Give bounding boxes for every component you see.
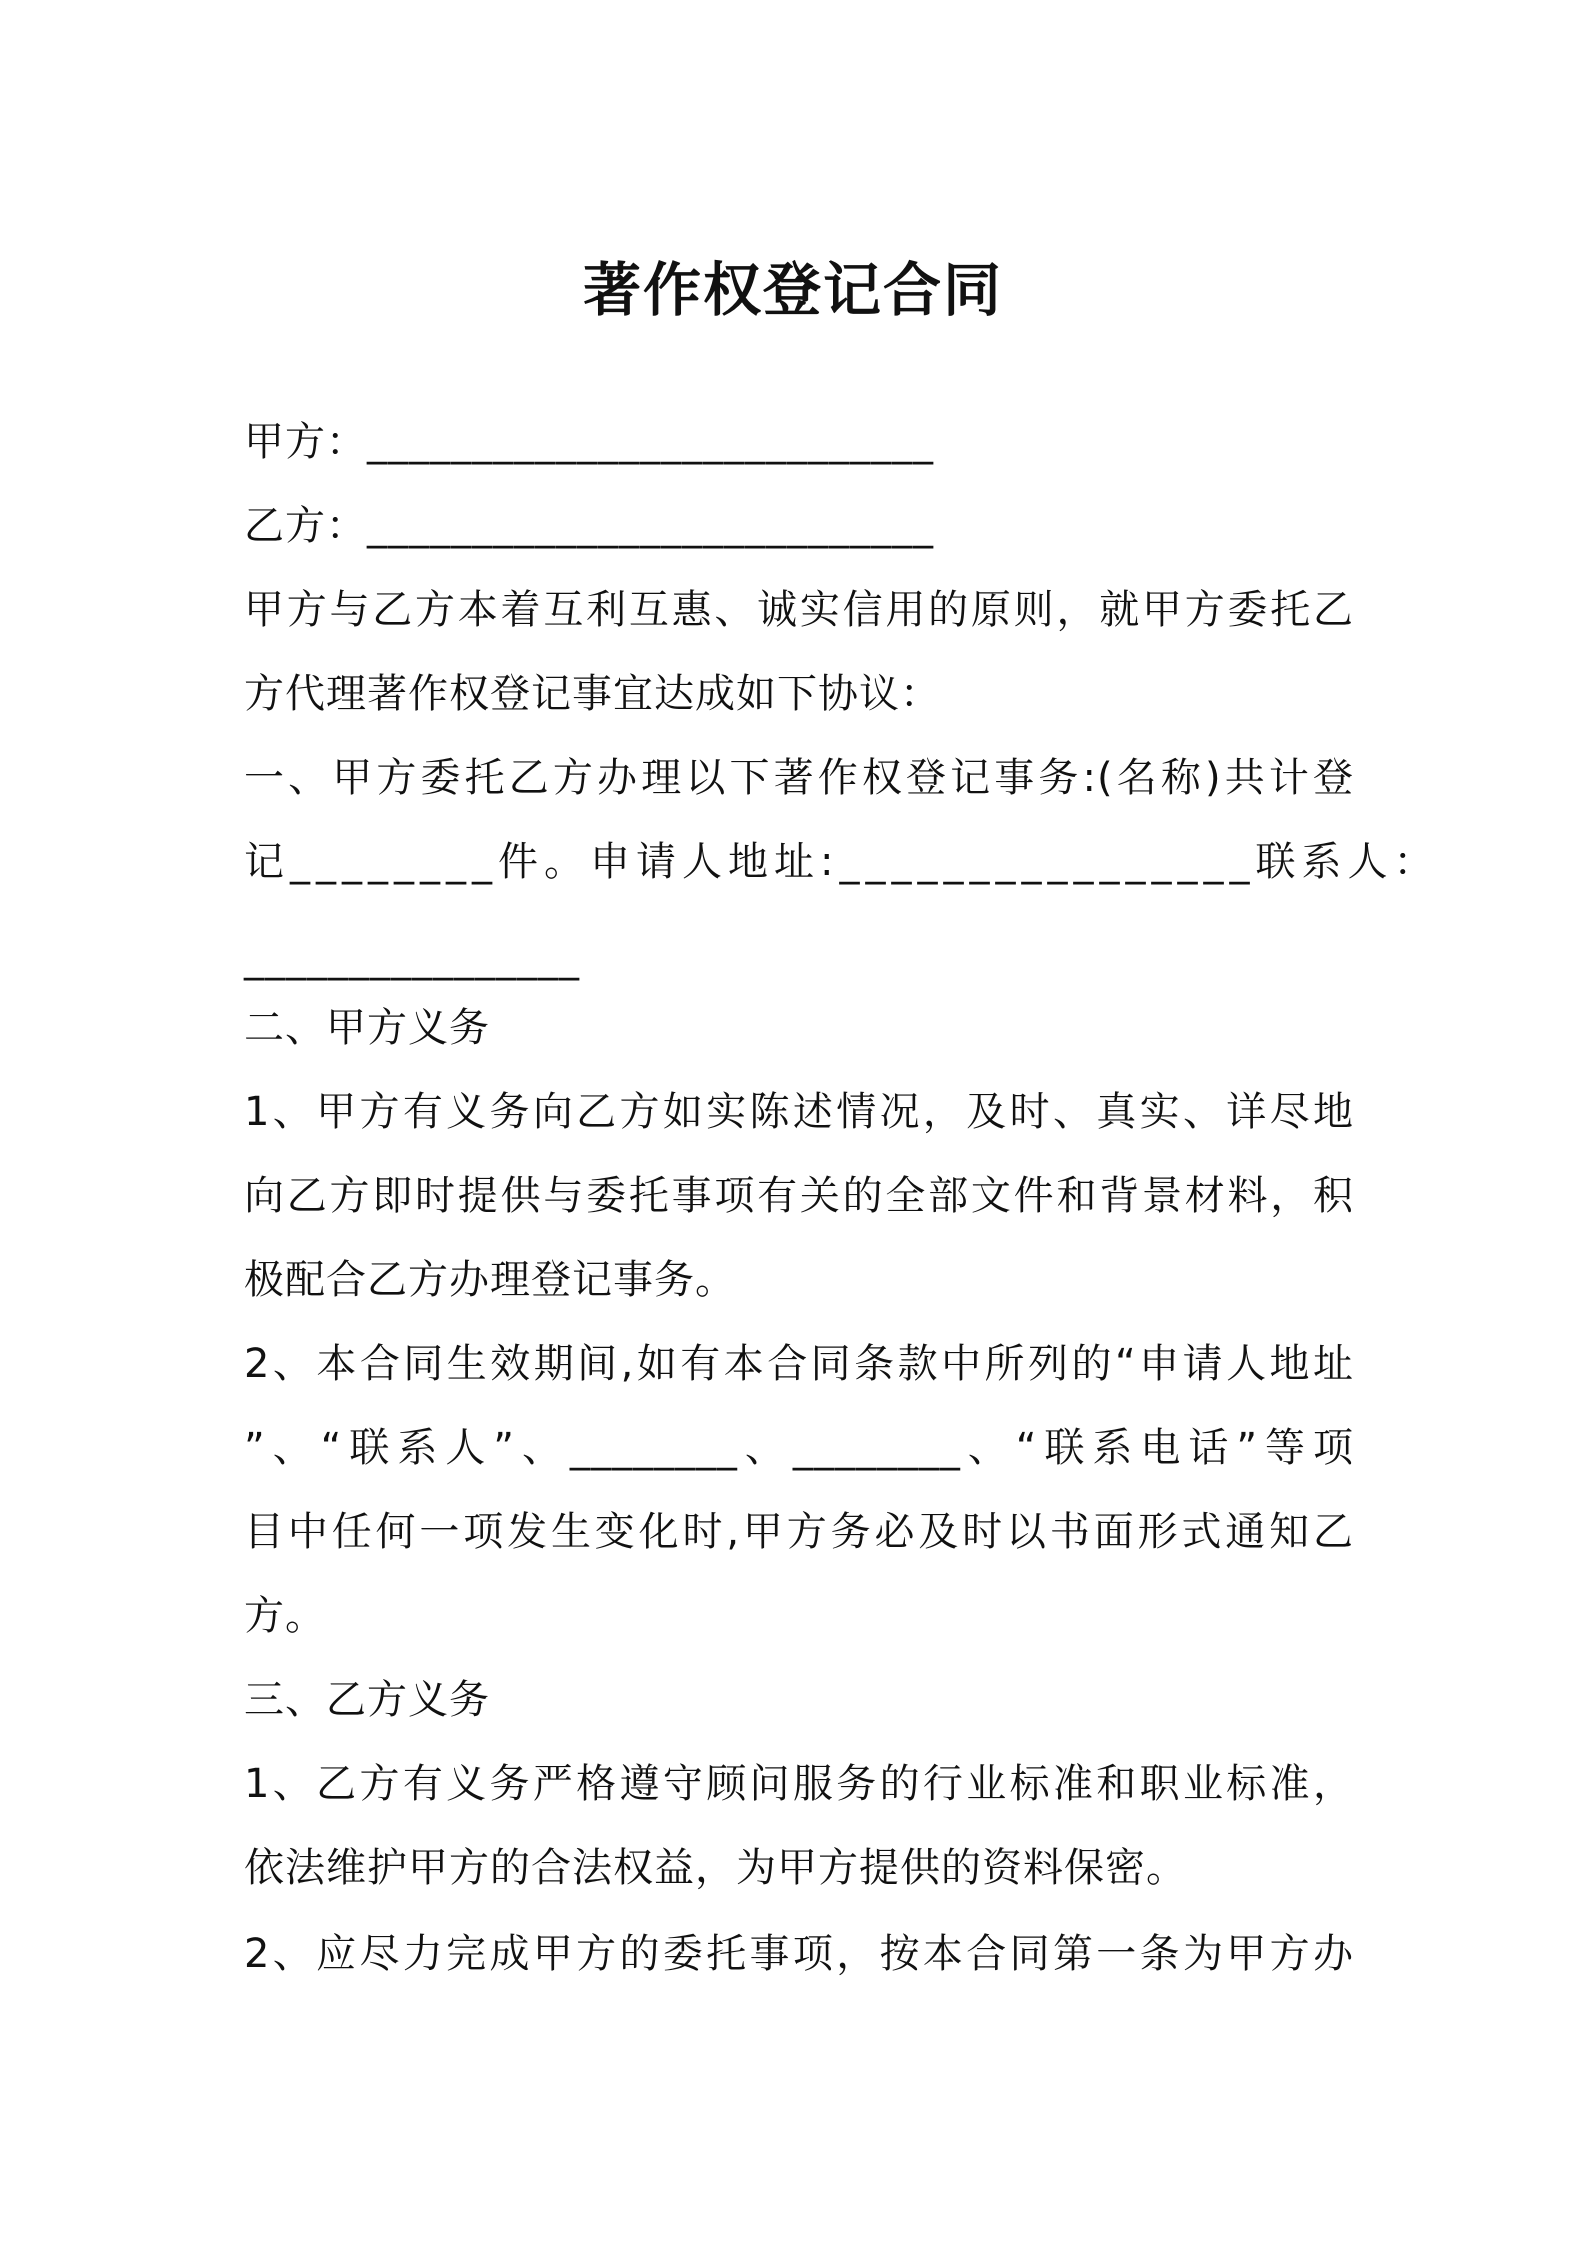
section-2-item-1-line-1: 1、甲方有义务向乙方如实陈述情况，及时、真实、详尽地 bbox=[244, 1089, 1354, 1135]
document-title: 著作权登记合同 bbox=[582, 256, 1003, 324]
preamble-line-2: 方代理著作权登记事宜达成如下协议： bbox=[244, 671, 941, 717]
party-a-line: 甲方：___________________________ bbox=[244, 419, 934, 465]
section-3-item-1-line-1: 1、乙方有义务严格遵守顾问服务的行业标准和职业标准， bbox=[244, 1761, 1354, 1807]
clause-1-line-2: 记________件。申请人地址:________________联系人： bbox=[244, 839, 1440, 885]
section-2-item-2-line-2: ”、“联系人”、________、________、“联系电话”等项 bbox=[244, 1425, 1354, 1471]
section-2-item-1-line-2: 向乙方即时提供与委托事项有关的全部文件和背景材料，积 bbox=[244, 1173, 1354, 1219]
section-3-heading: 三、乙方义务 bbox=[244, 1677, 490, 1723]
section-2-item-2-line-1: 2、本合同生效期间,如有本合同条款中所列的“申请人地址 bbox=[244, 1341, 1354, 1387]
section-3-item-2-line-1: 2、应尽力完成甲方的委托事项，按本合同第一条为甲方办 bbox=[244, 1931, 1354, 1977]
section-2-item-1-line-3: 极配合乙方办理登记事务。 bbox=[244, 1257, 736, 1303]
section-2-heading: 二、甲方义务 bbox=[244, 1005, 490, 1051]
party-b-line: 乙方：___________________________ bbox=[244, 503, 934, 549]
contact-blank-line: ________________ bbox=[244, 935, 580, 981]
section-3-item-1-line-2: 依法维护甲方的合法权益，为甲方提供的资料保密。 bbox=[244, 1845, 1187, 1891]
section-2-item-2-line-4: 方。 bbox=[244, 1593, 326, 1639]
section-2-item-2-line-3: 目中任何一项发生变化时,甲方务必及时以书面形式通知乙 bbox=[244, 1509, 1354, 1555]
clause-1-line-1: 一、甲方委托乙方办理以下著作权登记事务:(名称)共计登 bbox=[244, 755, 1354, 801]
preamble-line-1: 甲方与乙方本着互利互惠、诚实信用的原则，就甲方委托乙 bbox=[244, 587, 1354, 633]
